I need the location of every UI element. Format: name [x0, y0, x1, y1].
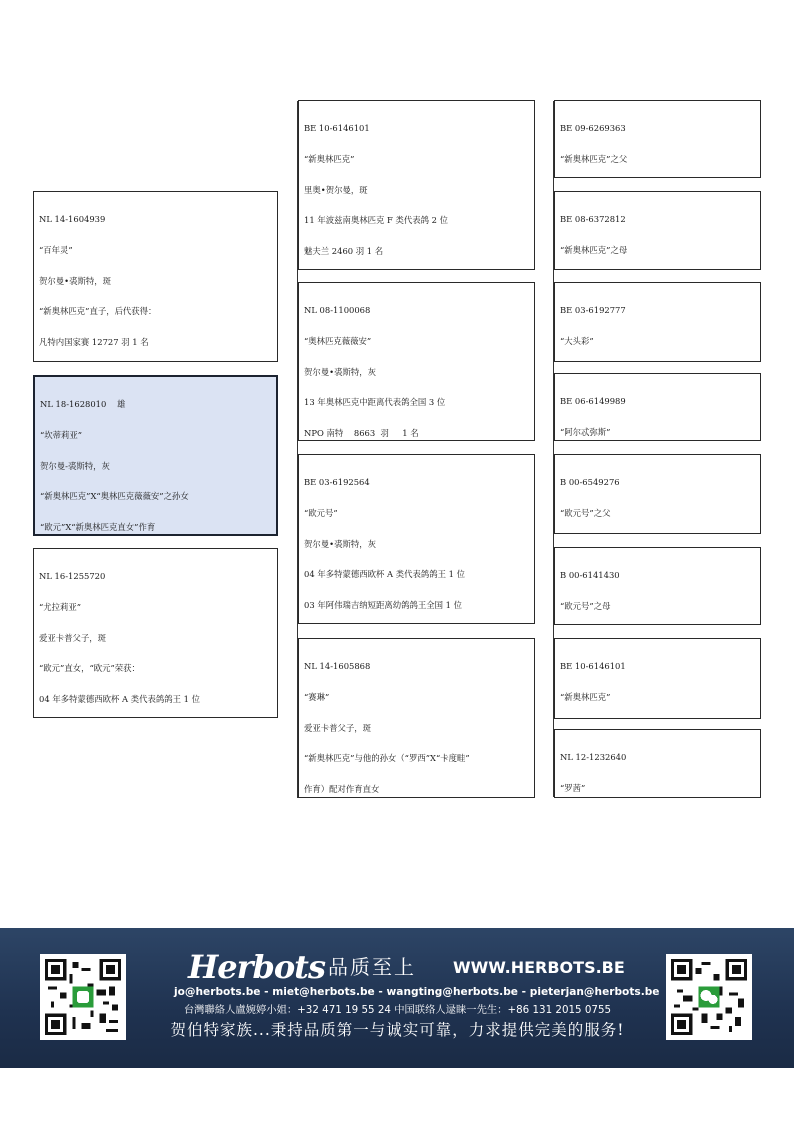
text-line: “新奥林匹克”	[304, 154, 355, 165]
text-line: 贺尔曼•裘斯特，灰	[304, 366, 376, 377]
pedigree-dam-sire-sire	[554, 454, 761, 534]
pedigree-dam-sire	[298, 454, 535, 624]
pedigree-sire-dam-dam	[554, 373, 761, 441]
text-line: “欧元”X“新奥林匹克直女”作育	[40, 521, 156, 532]
text-line: 13 年奥林匹克中距离代表鸽全国 3 位	[304, 397, 446, 408]
text-line: 贺尔曼-裘斯特，灰	[40, 460, 110, 471]
contact-phones: 台灣聯絡人盧婉婷小姐：+32 471 19 55 24 中国联络人逯睐一先生：+86 131 2015 0755	[183, 1004, 612, 1016]
text-line: “赛琳”	[304, 692, 330, 703]
text-line: “百年灵”	[39, 245, 73, 256]
text-line: NL 14-1604939	[39, 214, 106, 225]
text-line: “罗茜”	[560, 783, 586, 794]
pedigree-sire-sire	[298, 100, 535, 270]
text-line: 里奥•贺尔曼，斑	[304, 184, 368, 195]
text-line: 04 年多特蒙德西欧杯 A 类代表鸽鸽王 1 位	[304, 569, 465, 580]
text-line: BE 03-6192564	[304, 477, 370, 488]
text-line: 爱亚卡普父子，斑	[39, 632, 106, 643]
text-line: “新奥林匹克”X“奥林匹克薇薇安”之孙女	[40, 491, 189, 502]
text-line: 04 年多特蒙德西欧杯 A 类代表鸽鸽王 1 位	[39, 693, 200, 704]
text-line: “新奥林匹克”之父	[560, 154, 628, 165]
text-line: “尤拉莉亚”	[39, 602, 82, 613]
qr-code-wechat-icon[interactable]	[666, 954, 752, 1040]
text-line: 作育）配对作育直女	[304, 783, 380, 794]
pedigree-sire	[33, 191, 278, 362]
text-line: 凡特内国家赛 12727 羽 1 名	[39, 336, 149, 347]
pedigree-dam-dam-sire	[554, 638, 761, 719]
text-line: BE 09-6269363	[560, 123, 626, 134]
pedigree-sire-dam-sire	[554, 282, 761, 362]
text-line: “阿尔忒弥斯”	[560, 427, 611, 438]
text-line: “欧元”直女，“欧元”荣获：	[39, 663, 140, 674]
pedigree-sire-sire-dam	[554, 191, 761, 270]
text-line: “新奥林匹克”与他的孙女（“罗西”X“卡度畦”	[304, 753, 470, 764]
text-line: NL 12-1232640	[560, 752, 627, 763]
text-line: NL 18-1628010 雄	[40, 399, 126, 410]
text-line: 11 年波兹南奥林匹克 F 类代表鸽 2 位	[304, 215, 448, 226]
text-line: 爱亚卡普父子，斑	[304, 722, 371, 733]
text-line: NL 08-1100068	[304, 305, 371, 316]
footer-tagline: 贺伯特家族...秉持品质第一与诚实可靠，力求提供完美的服务!	[170, 1021, 625, 1039]
herbots-logo: Herbots	[188, 948, 325, 986]
text-line: 03 年阿伟瑞吉纳短距离幼鸽鸽王全国 1 位	[304, 599, 462, 610]
brand-row	[188, 948, 625, 986]
text-line: “新奥林匹克”	[560, 692, 611, 703]
pedigree-dam-dam-dam	[554, 729, 761, 798]
contact-emails[interactable]: jo@herbots.be - miet@herbots.be - wangting@herbots.be - pieterjan@herbots.be	[174, 986, 660, 998]
pedigree-subject	[33, 375, 278, 536]
text-line: “欧元号”	[304, 508, 338, 519]
pedigree-dam-dam	[298, 638, 535, 798]
pedigree-dam-sire-dam	[554, 547, 761, 625]
text-line: “坎蒂莉亚”	[40, 430, 83, 441]
website-link[interactable]: WWW.HERBOTS.BE	[453, 958, 625, 977]
text-line: “大头彩”	[560, 336, 594, 347]
text-line: NPO 南特 8663 羽 1 名	[304, 427, 419, 438]
pedigree-sire-sire-sire	[554, 100, 761, 178]
text-line: B 00-6141430	[560, 570, 620, 581]
brand-slogan: 品质至上	[328, 955, 416, 979]
text-line: “新奥林匹克”直子，后代获得：	[39, 306, 157, 317]
text-line: NL 16-1255720	[39, 571, 106, 582]
text-line: 魅夫兰 2460 羽 1 名	[304, 245, 384, 256]
text-line: “新奥林匹克”之母	[560, 245, 628, 256]
text-line: “奥林匹克薇薇安”	[304, 336, 372, 347]
text-line: BE 06-6149989	[560, 396, 626, 407]
text-line: “欧元号”之母	[560, 601, 611, 612]
text-line: BE 03-6192777	[560, 305, 626, 316]
pedigree-sire-dam	[298, 282, 535, 441]
text-line: BE 10-6146101	[560, 661, 626, 672]
qr-code-line-icon[interactable]	[40, 954, 126, 1040]
text-line: B 00-6549276	[560, 477, 620, 488]
pedigree-dam	[33, 548, 278, 718]
text-line: BE 08-6372812	[560, 214, 626, 225]
text-line: “欧元号”之父	[560, 508, 611, 519]
text-line: 贺尔曼•裘斯特，斑	[39, 275, 111, 286]
text-line: BE 10-6146101	[304, 123, 370, 134]
text-line: 贺尔曼•裘斯特，灰	[304, 538, 376, 549]
text-line: NL 14-1605868	[304, 661, 371, 672]
